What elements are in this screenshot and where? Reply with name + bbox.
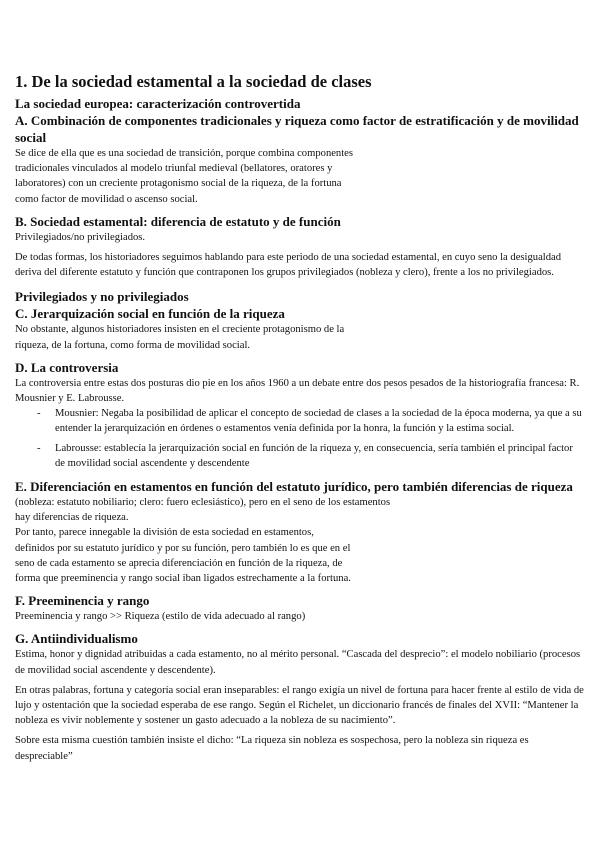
text-line: tradicionales vinculados al modelo triunfal medieval (bellatores, oratores y xyxy=(15,163,333,175)
text-line: Se dice de ella que es una sociedad de transición, porque combina componentes xyxy=(15,148,354,159)
section-d-paragraph: La controversia entre estas dos posturas dio pie en los años 1960 a un debate entre dos pesos pesados de la historiografía francesa: R. Mousnier y E. Labrousse. xyxy=(15,377,580,405)
heading-e: E. Diferenciación en estamentos en función del estatuto jurídico, pero también diferencias de riqueza xyxy=(15,479,573,495)
section-g-paragraph-2: En otras palabras, fortuna y categoría social eran inseparables: el rango exigía un nivel de fortuna para hacer frente al estilo de vida de lujo y ostentación que la sociedad esperaba de ese rango. Según el Richelet, un diccionario francés de finales del XVII: “Mantener la nobleza es vivir noblemente y sostener un gasto adecuado a la nobleza de su nacimiento”. xyxy=(15,684,584,727)
section-g-paragraph-1: Estima, honor y dignidad atribuidas a cada estamento, no al mérito personal. “Cascada del desprecio”: el modelo nobiliario (procesos de movilidad social ascendente y descendente). xyxy=(15,649,581,676)
heading-c: C. Jerarquización social en función de la riqueza xyxy=(15,306,285,322)
text-line: No obstante, algunos historiadores insisten en el creciente protagonismo de la xyxy=(15,324,345,336)
document-page xyxy=(15,72,585,764)
controversy-list xyxy=(15,406,585,471)
text-line: hay diferencias de riqueza. xyxy=(15,512,129,524)
heading-privilegiados: Privilegiados y no privilegiados xyxy=(15,289,189,305)
text-line: Por tanto, parece innegable la división de esta sociedad en estamentos, xyxy=(15,527,314,539)
section-a-text xyxy=(15,146,375,207)
list-item: - Mousnier: Negaba la posibilidad de aplicar el concepto de sociedad de clases a la sociedad de la época moderna, ya que a su entender la jerarquización en órdenes o estamentos venía definida por la honra, la función y la estima social. xyxy=(37,408,582,435)
section-f-line: Preeminencia y rango >> Riqueza (estilo de vida adecuado al rango) xyxy=(15,611,306,623)
list-item: - Labrousse: establecía la jerarquización social en función de la riqueza y, en consecuencia, sería también el principal factor de movilidad social ascendente y descendente xyxy=(37,442,573,469)
text-line: como factor de movilidad o ascenso social. xyxy=(15,193,198,205)
heading-a: A. Combinación de componentes tradicionales y riqueza como factor de estratificación y de movilidad social xyxy=(15,113,579,145)
heading-b: B. Sociedad estamental: diferencia de estatuto y de función xyxy=(15,213,341,229)
heading-g: G. Antiindividualismo xyxy=(15,631,138,647)
section-e-text xyxy=(15,495,585,586)
list-item-text: Mousnier: Negaba la posibilidad de aplicar el concepto de sociedad de clases a la sociedad de la época moderna, ya que a su entender la jerarquización en órdenes o estamentos venía definida por la honra, la función y la estima social. xyxy=(55,408,582,435)
section-c-text xyxy=(15,322,375,352)
text-line: forma que preeminencia y rango social iban ligados estrechamente a la fortuna. xyxy=(15,573,351,585)
section-g-paragraph-3: Sobre esta misma cuestión también insiste el dicho: “La riqueza sin nobleza es sospechosa, pero la nobleza sin riqueza es despreciable” xyxy=(15,735,529,762)
text-line: (nobleza: estatuto nobiliario; clero: fuero eclesiástico), pero en el seno de los estamentos xyxy=(15,497,391,509)
heading-f: F. Preeminencia y rango xyxy=(15,593,150,609)
section-b-lead: Privilegiados/no privilegiados. xyxy=(15,231,146,243)
text-line: seno de cada estamento se aprecia diferenciación en función de la riqueza, de xyxy=(15,557,343,569)
text-line: definidos por su estatuto jurídico y por su función, pero también lo es que en el xyxy=(15,542,351,554)
page-subtitle: La sociedad europea: caracterización controvertida xyxy=(15,96,301,111)
page-title: 1. De la sociedad estamental a la sociedad de clases xyxy=(15,72,372,91)
heading-d: D. La controversia xyxy=(15,359,119,375)
text-line: riqueza, de la fortuna, como forma de movilidad social. xyxy=(15,339,251,351)
list-item-text: Labrousse: establecía la jerarquización social en función de la riqueza y, en consecuencia, sería también el principal factor de movilidad social ascendente y descendente xyxy=(55,442,573,469)
section-b-paragraph: De todas formas, los historiadores seguimos hablando para este periodo de una sociedad estamental, en cuyo seno la desigualdad deriva del diferente estatuto y función que contraponen los grupos privilegiados (nobleza y clero), frente a los no privilegiados. xyxy=(15,252,562,279)
text-line: laboratores) con un creciente protagonismo social de la riqueza, de la fortuna xyxy=(15,178,342,190)
